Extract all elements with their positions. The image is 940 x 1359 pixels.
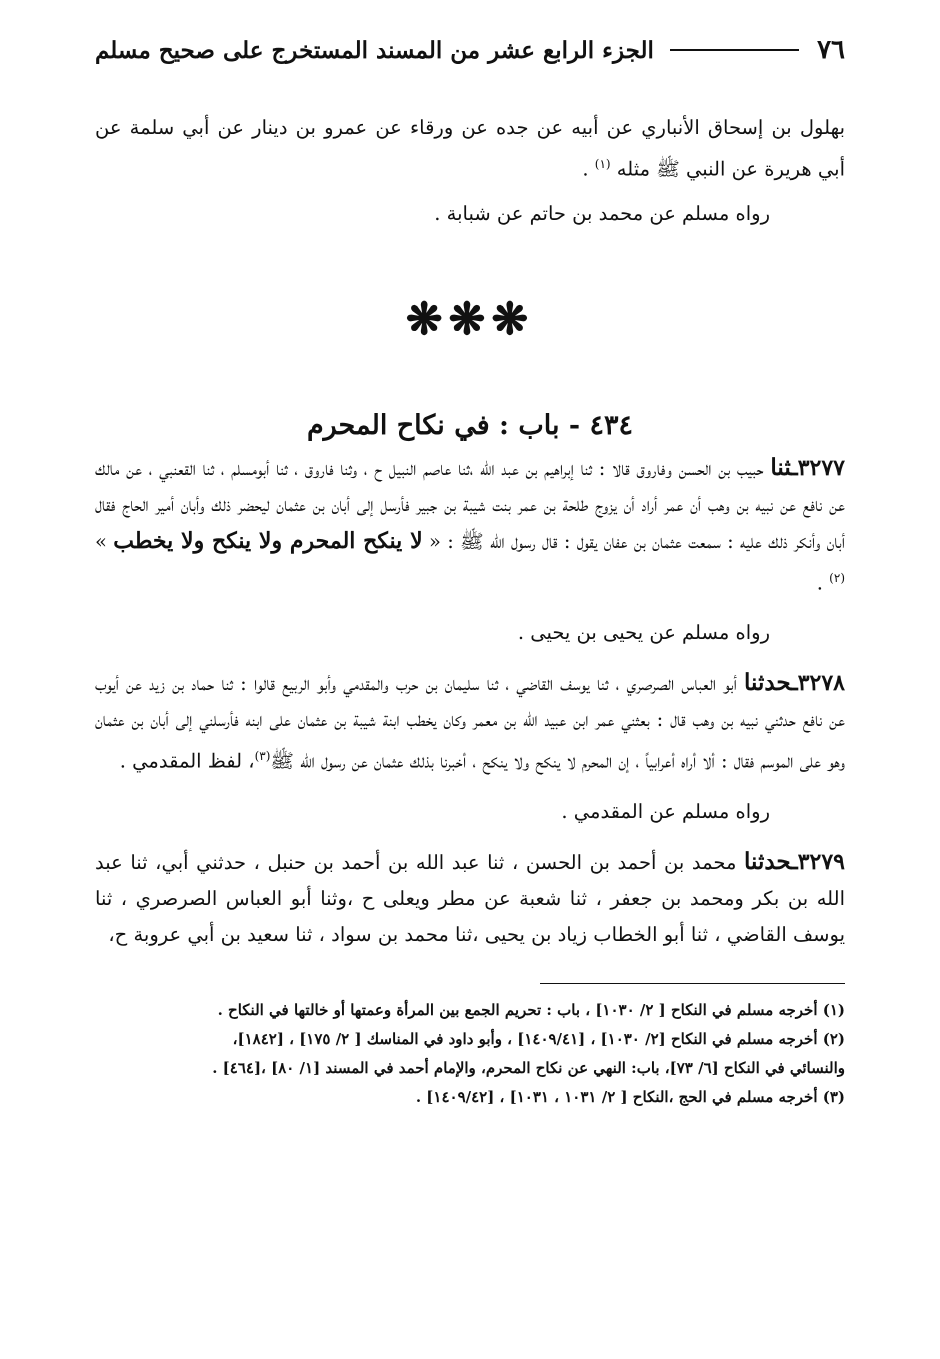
quote-close: » — [95, 529, 114, 553]
footnote-3: (٣) أخرجه مسلم في الحج ،النكاح [ ٢/ ١٠٣١ ، ١٠٣١] ، [١٤٠٩/٤٢] . — [415, 1088, 845, 1106]
footnote-ref-1[interactable]: (١) — [594, 157, 611, 171]
hadith-text: محمد بن أحمد بن الحسن ، ثنا عبد الله بن أحمد بن حنبل ، حدثني أبي، ثنا عبد الله بن بكر ومحمد بن جعفر ، ثنا شعبة عن مطر ويعلى ح ،وثنا أبو العباس الصرصري ، ثنا يوسف القاضي ، ثنا أبو الخطاب زياد بن يحيى ،ثنا محمد بن سواد ، ثنا سعيد بن أبي عروبة ح، — [95, 850, 845, 946]
page-number: ٧٦ — [817, 35, 845, 65]
intro-end: . — [582, 157, 595, 181]
section-separator: ❋❋❋ — [405, 293, 535, 345]
hadith-text: حبيب بن الحسن وفاروق قالا : ثنا إبراهيم بن عبد الله ،ثنا عاصم النبيل ح ، وثنا فاروق ، ثنا أبومسلم ، ثنا القعنبي ، عن مالك عن نافع عن نبيه بن وهب أن عمر أراد أن يزوج طلحة بن عمر بنت شيبة بن جبير فأرسل إلى أبان بن عثمان ليحضر ذلك وأبان أمير الحاج فقال أبان وأنكر ذلك عليه : سمعت عثمان بن عفان يقول : قال رسول الله ﷺ : « — [95, 456, 845, 553]
footnote-2: (٢) أخرجه مسلم في النكاح [٢/ ١٠٣٠] ، [١٤٠٩/٤١] ، وأبو داود في المناسك [ ٢/ ١٧٥] ، [١٨٤٢]، — [232, 1030, 845, 1048]
hadith-3279 — [95, 844, 845, 953]
chapter-title: ٤٣٤ - باب : في نكاح المحرم — [306, 409, 634, 441]
transmission-marker: حدثنا — [744, 669, 792, 696]
footnote-2-continued: والنسائي في النكاح [٦/ ٧٣]، باب: النهي عن نكاح المحرم، والإمام أحمد في المسند [١/ ٨٠] ،[٤٦٤] . — [212, 1059, 845, 1077]
footnotes — [95, 996, 845, 1112]
book-page — [95, 30, 845, 1330]
footnote-1: (١) أخرجه مسلم في النكاح [ ٢/ ١٠٣٠] ، باب : تحريم الجمع بين المرأة وعمتها أو خالتها في النكاح . — [217, 1001, 845, 1019]
transmission-marker: حدثنا — [744, 847, 792, 875]
hadith-end: ، لفظ المقدمي . — [119, 749, 255, 773]
footnote-ref-2[interactable]: (٢) — [829, 570, 845, 585]
hadith-end: . — [816, 571, 830, 594]
hadith-3277 — [95, 450, 845, 602]
footnote-ref-3[interactable]: (٣) — [254, 749, 271, 763]
header-rule — [670, 49, 799, 51]
intro-paragraph — [95, 110, 845, 188]
hadith-number: ٣٢٧٧ـ — [791, 454, 845, 481]
hadith-text: أبو العباس الصرصري ، ثنا يوسف القاضي ، ثنا سليمان بن حرب والمقدمي وأبو الربيع قالوا : ثنا حماد بن زيد عن أيوب عن نافع حدثني نبيه بن وهب قال : بعثني عمر ابن عبيد الله بن معمر وكان يخطب ابنة شيبة بن عثمان على ابنه فأرسلني إلى أبان بن عثمان وهو على الموسم فقال : ألا أراه أعرابياً ، إن المحرم لا ينكح ولا ينكح ، أخبرنا بذلك عثمان عن رسول الله ﷺ — [95, 672, 845, 773]
page-header — [95, 30, 845, 70]
hadith-3278-rawah: رواه مسلم عن المقدمي . — [561, 799, 770, 823]
hadith-number: ٣٢٧٨ـ — [791, 670, 845, 696]
hadith-number: ٣٢٧٩ـ — [791, 848, 845, 875]
hadith-quote: لا ينكح المحرم ولا ينكح ولا يخطب — [113, 527, 423, 554]
footnote-rule — [540, 983, 845, 985]
intro-rawah: رواه مسلم عن محمد بن حاتم عن شبابة . — [434, 201, 770, 225]
running-title: الجزء الرابع عشر من المسند المستخرج على صحيح مسلم — [95, 36, 654, 64]
intro-text: بهلول بن إسحاق الأنباري عن أبيه عن جده عن ورقاء عن عمرو بن دينار عن أبي سلمة عن أبي هريرة عن النبي ﷺ مثله — [95, 116, 845, 181]
hadith-3277-rawah: رواه مسلم عن يحيى بن يحيى . — [517, 621, 770, 644]
transmission-marker: ثنا — [770, 453, 792, 481]
hadith-3278 — [95, 665, 845, 780]
